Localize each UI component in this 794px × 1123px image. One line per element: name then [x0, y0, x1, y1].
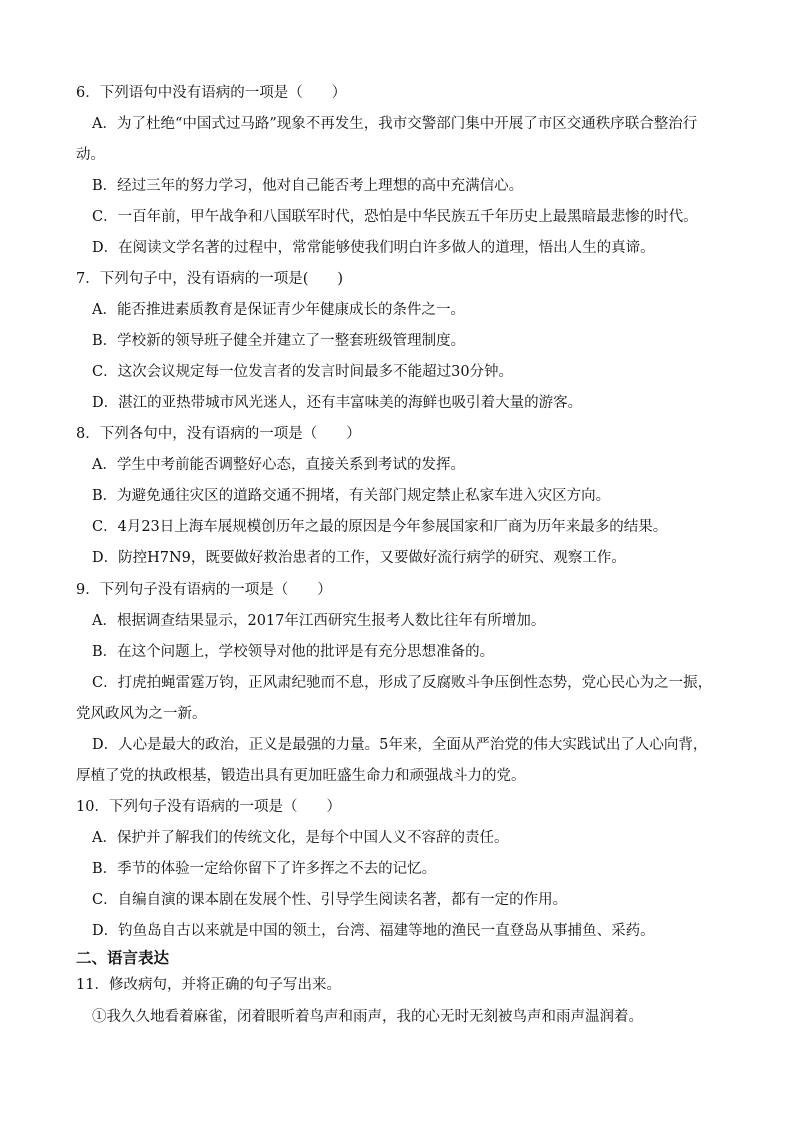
question-8-option-b: B．为避免通往灾区的道路交通不拥堵，有关部门规定禁止私家车进入灾区方向。	[92, 488, 611, 504]
question-10-stem: 10．下列句子没有语病的一项是（ ）	[76, 799, 341, 815]
question-10-option-a: A．保护并了解我们的传统文化，是每个中国人义不容辞的责任。	[92, 830, 509, 846]
question-9-option-b: B．在这个问题上，学校领导对他的批评是有充分思想准备的。	[92, 644, 495, 660]
question-9-option-d-continued: 厚植了党的执政根基，锻造出具有更加旺盛生命力和顽强战斗力的党。	[76, 768, 526, 784]
question-7-stem: 7．下列句子中，没有语病的一项是( )	[76, 271, 344, 287]
question-8-option-c: C．4月23日上海车展规模创历年之最的原因是今年参展国家和厂商为历年来最多的结果。	[92, 519, 668, 535]
question-7-option-d: D．湛江的亚热带城市风光迷人，还有丰富味美的海鲜也吸引着大量的游客。	[92, 395, 583, 411]
section-heading: 二、语言表达	[76, 949, 170, 967]
question-9-option-a: A．根据调查结果显示，2017年江西研究生报考人数比往年有所增加。	[92, 613, 546, 629]
question-6-option-c: C．一百年前，甲午战争和八国联军时代，恐怕是中华民族五千年历史上最黑暗最悲惨的时代。	[92, 209, 698, 225]
question-8-option-a: A．学生中考前能否调整好心态，直接关系到考试的发挥。	[92, 457, 465, 473]
question-8-option-d: D．防控H7N9，既要做好救治患者的工作，又要做好流行病学的研究、观察工作。	[92, 550, 626, 566]
question-7-option-a: A．能否推进素质教育是保证青少年健康成长的条件之一。	[92, 302, 465, 318]
question-9-option-c-continued: 党风政风为之一新。	[76, 706, 207, 722]
question-9-option-d: D．人心是最大的政治，正义是最强的力量。5年来，全面从严治党的伟大实践试出了人心向背，	[92, 737, 708, 753]
question-9-stem: 9．下列句子没有语病的一项是（ ）	[76, 582, 332, 598]
question-10-option-d: D．钓鱼岛自古以来就是中国的领土，台湾、福建等地的渔民一直登岛从事捕鱼、采药。	[92, 923, 655, 939]
question-11-stem: 11．修改病句，并将正确的句子写出来。	[76, 977, 341, 993]
question-8-stem: 8．下列各句中，没有语病的一项是（ ）	[76, 426, 361, 442]
question-6-option-a: A．为了杜绝“中国式过马路”现象不再发生，我市交警部门集中开展了市区交通秩序联合整治行	[92, 116, 698, 132]
question-6-option-d: D．在阅读文学名著的过程中，常常能够使我们明白许多做人的道理，悟出人生的真谛。	[92, 240, 655, 256]
question-7-option-b: B．学校新的领导班子健全并建立了一整套班级管理制度。	[92, 333, 466, 349]
question-11-item-1: ①我久久地看着麻雀，闭着眼听着鸟声和雨声，我的心无时无刻被鸟声和雨声温润着。	[92, 1009, 643, 1025]
question-10-option-b: B．季节的体验一定给你留下了许多挥之不去的记忆。	[92, 861, 437, 877]
question-6-stem: 6．下列语句中没有语病的一项是（ ）	[76, 85, 347, 101]
question-6-option-a-continued: 动。	[76, 147, 105, 163]
question-9-option-c: C．打虎拍蝇雷霆万钧，正风肃纪驰而不息，形成了反腐败斗争压倒性态势，党心民心为之一振，	[92, 675, 713, 691]
question-7-option-c: C．这次会议规定每一位发言者的发言时间最多不能超过30分钟。	[92, 364, 514, 380]
question-6-option-b: B．经过三年的努力学习，他对自己能否考上理想的高中充满信心。	[92, 178, 524, 194]
question-10-option-c: C．自编自演的课本剧在发展个性、引导学生阅读名著，都有一定的作用。	[92, 892, 568, 908]
